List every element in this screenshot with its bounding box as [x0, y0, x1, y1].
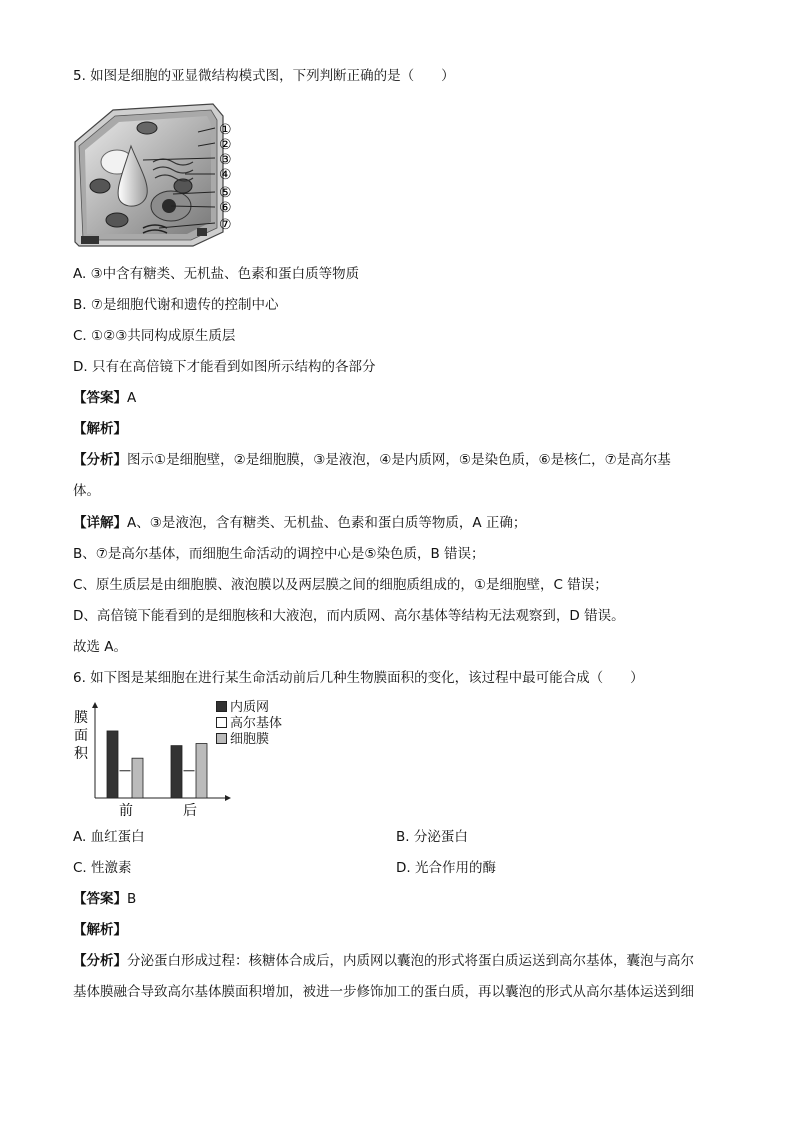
x-axis-arrow — [225, 795, 231, 801]
legend-swatch — [216, 733, 227, 744]
answer-tag: 【答案】 — [73, 390, 127, 406]
q5-detail-line4: D、高倍镜下能看到的是细胞核和大液泡，而内质网、高尔基体等结构无法观察到，D 错误。 — [73, 608, 625, 624]
legend-label: 高尔基体 — [230, 716, 283, 731]
q5-option-b: B. ⑦是细胞代谢和遗传的控制中心 — [73, 297, 279, 313]
q6-option-b: B. 分泌蛋白 — [396, 829, 468, 845]
y-axis-label-char: 膜 — [74, 710, 88, 726]
bar-细胞膜 — [196, 744, 207, 798]
y-axis-label-char: 积 — [74, 746, 88, 762]
q5-option-c: C. ①②③共同构成原生质层 — [73, 328, 236, 344]
q5-option-a: A. ③中含有糖类、无机盐、色素和蛋白质等物质 — [73, 266, 360, 282]
q6-stem: 6. 如下图是某细胞在进行某生命活动前后几种生物膜面积的变化，该过程中最可能合成（ ） — [73, 670, 644, 686]
cell-structure-diagram — [73, 102, 273, 248]
label-4: ④ — [219, 167, 232, 183]
q6-fenxi-line2: 基体膜融合导致高尔基体膜面积增加，被进一步修饰加工的蛋白质，再以囊泡的形式从高尔基体运送到细 — [73, 984, 694, 1000]
q6-option-d: D. 光合作用的酶 — [396, 860, 496, 876]
q5-detail-line2: B、⑦是高尔基体，而细胞生命活动的调控中心是⑤染色质，B 错误； — [73, 546, 485, 562]
legend-label: 内质网 — [230, 700, 270, 715]
x-tick-label: 后 — [183, 803, 197, 819]
legend-item — [216, 732, 269, 748]
legend-label: 细胞膜 — [230, 732, 270, 747]
legend-swatch — [216, 717, 227, 728]
legend-item — [216, 700, 269, 716]
label-5: ⑤ — [219, 185, 232, 201]
q5-fenxi-line1: 【分析】图示①是细胞壁，②是细胞膜，③是液泡，④是内质网，⑤是染色质，⑥是核仁，⑦是高尔基 — [73, 452, 671, 468]
q5-answer-line — [73, 388, 136, 408]
q5-option-d: D. 只有在高倍镜下才能看到如图所示结构的各部分 — [73, 359, 376, 375]
answer-value: A — [127, 390, 137, 406]
bar-内质网 — [171, 746, 182, 798]
q6-option-a: A. 血红蛋白 — [73, 829, 145, 845]
q5-stem: 5. 如图是细胞的亚显微结构模式图，下列判断正确的是（ ） — [73, 68, 455, 84]
membrane-area-chart — [70, 700, 300, 820]
q6-analysis-tag: 【解析】 — [73, 922, 127, 938]
q6-answer-value: B — [127, 891, 137, 907]
legend-item — [216, 716, 282, 732]
label-2: ② — [219, 137, 232, 153]
bar-内质网 — [107, 731, 118, 798]
bar-细胞膜 — [132, 758, 143, 798]
y-axis-arrow — [92, 702, 98, 708]
y-axis-label-char: 面 — [74, 728, 88, 744]
label-7: ⑦ — [219, 217, 232, 233]
legend-swatch — [216, 701, 227, 712]
x-tick-label: 前 — [119, 803, 133, 819]
q6-option-c: C. 性激素 — [73, 860, 132, 876]
q5-detail-line3: C、原生质层是由细胞膜、液泡膜以及两层膜之间的细胞质组成的，①是细胞壁，C 错误； — [73, 577, 608, 593]
q6-fenxi-line1: 【分析】分泌蛋白形成过程：核糖体合成后，内质网以囊泡的形式将蛋白质运送到高尔基体，囊泡与高尔 — [73, 953, 694, 969]
q5-detail-line1: 【详解】A、③是液泡，含有糖类、无机盐、色素和蛋白质等物质，A 正确； — [73, 515, 527, 531]
q6-answer-line: 【答案】B — [73, 891, 137, 907]
q5-conclusion: 故选 A。 — [73, 639, 128, 655]
label-6: ⑥ — [219, 200, 232, 216]
label-3: ③ — [219, 152, 232, 168]
q5-fenxi-line2: 体。 — [73, 483, 100, 499]
label-1: ① — [219, 122, 232, 138]
q5-analysis-tag: 【解析】 — [73, 421, 127, 437]
